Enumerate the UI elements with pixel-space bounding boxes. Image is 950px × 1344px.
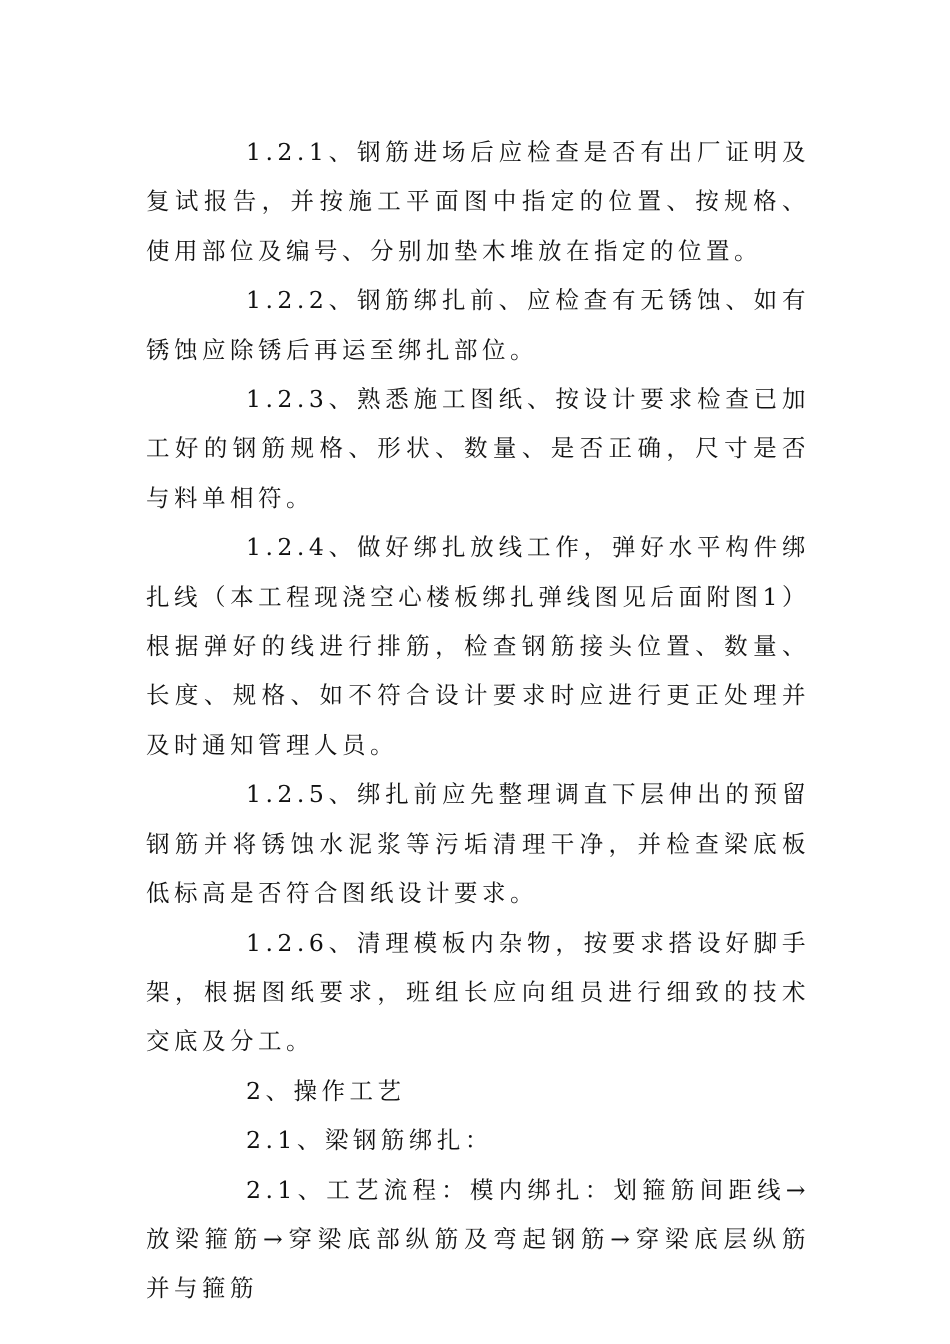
paragraph-1-2-6: 1.2.6、清理模板内杂物，按要求搭设好脚手架，根据图纸要求，班组长应向组员进行细致的技术交底及分工。 [146,928,810,1056]
document-body [146,128,810,1314]
section-heading-operation-process: 2、操作工艺 [246,1076,406,1105]
paragraph-1-2-4: 1.2.4、做好绑扎放线工作，弹好水平构件绑扎线（本工程现浇空心楼板绑扎弹线图见后面附图1）根据弹好的线进行排筋，检查钢筋接头位置、数量、长度、规格、如不符合设计要求时应进行更正处理并及时通知管理人员。 [146,533,810,759]
subsection-heading-beam-rebar: 2.1、梁钢筋绑扎： [246,1126,493,1155]
paragraph-process-flow: 2.1、工艺流程：模内绑扎：划箍筋间距线→放梁箍筋→穿梁底部纵筋及弯起钢筋→穿梁底层纵筋并与箍筋 [146,1175,810,1303]
paragraph-1-2-3: 1.2.3、熟悉施工图纸、按设计要求检查已加工好的钢筋规格、形状、数量、是否正确，尺寸是否与料单相符。 [146,385,810,512]
paragraph-1-2-1: 1.2.1、钢筋进场后应检查是否有出厂证明及复试报告，并按施工平面图中指定的位置、按规格、使用部位及编号、分别加垫木堆放在指定的位置。 [146,138,810,265]
paragraph-1-2-5: 1.2.5、绑扎前应先整理调直下层伸出的预留钢筋并将锈蚀水泥浆等污垢清理干净，并检查梁底板低标高是否符合图纸设计要求。 [146,780,810,908]
paragraph-1-2-2: 1.2.2、钢筋绑扎前、应检查有无锈蚀、如有锈蚀应除锈后再运至绑扎部位。 [146,286,810,364]
